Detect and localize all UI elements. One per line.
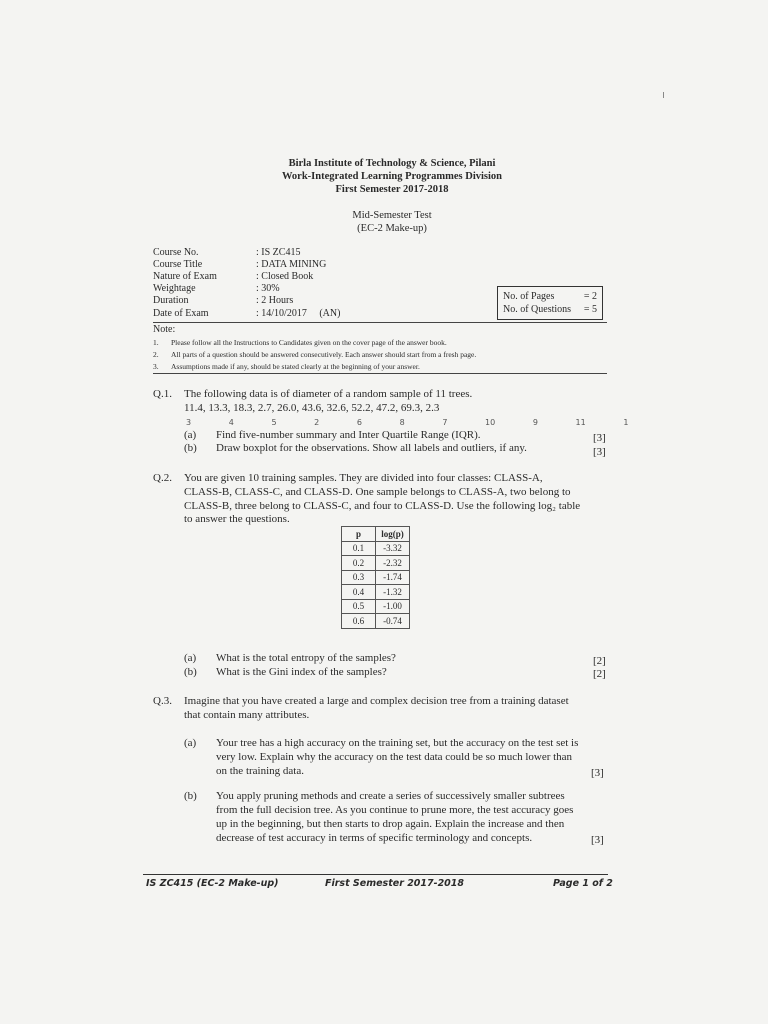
q3-a-line: very low. Explain why the accuracy on the test data could be so much lower than (216, 751, 573, 763)
course-info-label: Weightage (153, 283, 196, 294)
questions-value: = 5 (583, 304, 597, 315)
course-info-value: : 2 Hours (256, 295, 294, 306)
test-title: Mid-Semester Test (352, 210, 432, 221)
log-table-cell: 0.3 (342, 570, 376, 585)
q1-handwritten-ranks: 3 4 5 2 6 8 7 10 9 11 1 (186, 418, 629, 427)
log-table-row (342, 599, 410, 614)
q1-text: The following data is of diameter of a random sample of 11 trees. (184, 388, 473, 400)
q1-b-text: Draw boxplot for the observations. Show all labels and outliers, if any. (216, 442, 527, 454)
q3-a-marks: [3] (591, 767, 604, 779)
semester: First Semester 2017-2018 (335, 184, 449, 195)
q1-b-marks: [3] (593, 446, 606, 458)
course-info-label: Course Title (153, 259, 203, 270)
course-info-label: Duration (153, 295, 189, 306)
q3-b-line: from the full decision tree. As you continue to prune more, the test accuracy goes (216, 804, 574, 816)
q3-b-line: You apply pruning methods and create a series of successively smaller subtrees (216, 790, 565, 802)
q2-number: Q.2. (153, 472, 172, 484)
log-table-cell: -1.32 (376, 585, 410, 600)
q3-a-label: (a) (184, 737, 197, 749)
course-info-label: Date of Exam (153, 308, 209, 319)
pages-box (497, 286, 603, 320)
log-table-cell: -1.00 (376, 599, 410, 614)
q2-line: You are given 10 training samples. They are divided into four classes: CLASS-A, (184, 472, 543, 484)
q2-line: CLASS-B, CLASS-C, and CLASS-D. One sample belongs to CLASS-A, two belong to (184, 486, 571, 498)
q3-b-label: (b) (184, 790, 197, 802)
footer-semester: First Semester 2017-2018 (325, 878, 465, 889)
pages-value: = 2 (583, 291, 597, 302)
log-table-cell: -1.74 (376, 570, 410, 585)
q3-a-line: on the training data. (216, 765, 304, 777)
q3-line: Imagine that you have created a large and complex decision tree from a training dataset (184, 695, 569, 707)
q1-data: 11.4, 13.3, 18.3, 2.7, 26.0, 43.6, 32.6, 52.2, 47.2, 69.3, 2.3 (184, 402, 440, 414)
log-table-cell: 0.1 (342, 541, 376, 556)
log-table-cell: 0.4 (342, 585, 376, 600)
test-type: (EC-2 Make-up) (357, 223, 427, 234)
note-text: Please follow all the Instructions to Candidates given on the cover page of the answer book. (171, 338, 447, 347)
log-table-cell: 0.2 (342, 556, 376, 571)
log-table-row (342, 585, 410, 600)
note-number: 3. (153, 362, 159, 371)
scan-mark (663, 92, 664, 98)
course-info-value: : IS ZC415 (256, 247, 301, 258)
q2-line: CLASS-B, three belong to CLASS-C, and four to CLASS-D. Use the following log₂ table (184, 500, 581, 512)
course-info-value: : DATA MINING (256, 259, 327, 270)
q3-number: Q.3. (153, 695, 172, 707)
log-table-header (342, 527, 410, 542)
log-table-cell: 0.6 (342, 614, 376, 629)
course-info-value: : Closed Book (256, 271, 314, 282)
log-table-row (342, 556, 410, 571)
institute-name: Birla Institute of Technology & Science, Pilani (288, 158, 496, 169)
divider (153, 322, 607, 323)
course-info-value: : 14/10/2017 (AN) (256, 308, 341, 319)
q2-a-marks: [2] (593, 655, 606, 667)
q3-a-line: Your tree has a high accuracy on the training set, but the accuracy on the test set is (216, 737, 579, 749)
log-table-row (342, 570, 410, 585)
q2-a-text: What is the total entropy of the samples? (216, 652, 396, 664)
log-table-header-cell: p (342, 527, 376, 542)
log-table (341, 526, 410, 629)
q1-a-marks: [3] (593, 432, 606, 444)
divider (153, 373, 607, 374)
log-table-cell: 0.5 (342, 599, 376, 614)
log-table-cell: -0.74 (376, 614, 410, 629)
q1-number: Q.1. (153, 388, 172, 400)
notes-title: Note: (153, 324, 176, 335)
q1-b-label: (b) (184, 442, 197, 454)
course-info-label: Nature of Exam (153, 271, 217, 282)
q2-a-label: (a) (184, 652, 197, 664)
q2-line: to answer the questions. (184, 513, 290, 525)
note-number: 2. (153, 350, 159, 359)
note-number: 1. (153, 338, 159, 347)
q2-b-text: What is the Gini index of the samples? (216, 666, 387, 678)
pages-label: No. of Pages (503, 291, 555, 302)
division-name: Work-Integrated Learning Programmes Division (282, 171, 502, 182)
q1-a-label: (a) (184, 429, 197, 441)
q2-b-marks: [2] (593, 668, 606, 680)
q1-a-text: Find five-number summary and Inter Quartile Range (IQR). (216, 429, 481, 441)
q3-b-line: up in the beginning, but then starts to drop again. Explain the increase and then (216, 818, 565, 830)
log-table-cell: -2.32 (376, 556, 410, 571)
q3-b-line: decrease of test accuracy in terms of specific terminology and concepts. (216, 832, 533, 844)
course-info-label: Course No. (153, 247, 199, 258)
q3-line: that contain many attributes. (184, 709, 310, 721)
footer-divider (143, 874, 608, 875)
log-table-cell: -3.32 (376, 541, 410, 556)
log-table-header-cell: log(p) (376, 527, 410, 542)
log-table-row (342, 541, 410, 556)
note-text: Assumptions made if any, should be stated clearly at the beginning of your answer. (171, 362, 420, 371)
footer-page-number: Page 1 of 2 (553, 878, 613, 889)
footer-course: IS ZC415 (EC-2 Make-up) (146, 878, 279, 889)
note-text: All parts of a question should be answered consecutively. Each answer should start from a fresh page. (171, 350, 477, 359)
questions-label: No. of Questions (503, 304, 572, 315)
log-table-row (342, 614, 410, 629)
course-info-value: : 30% (256, 283, 280, 294)
q3-b-marks: [3] (591, 834, 604, 846)
q2-b-label: (b) (184, 666, 197, 678)
